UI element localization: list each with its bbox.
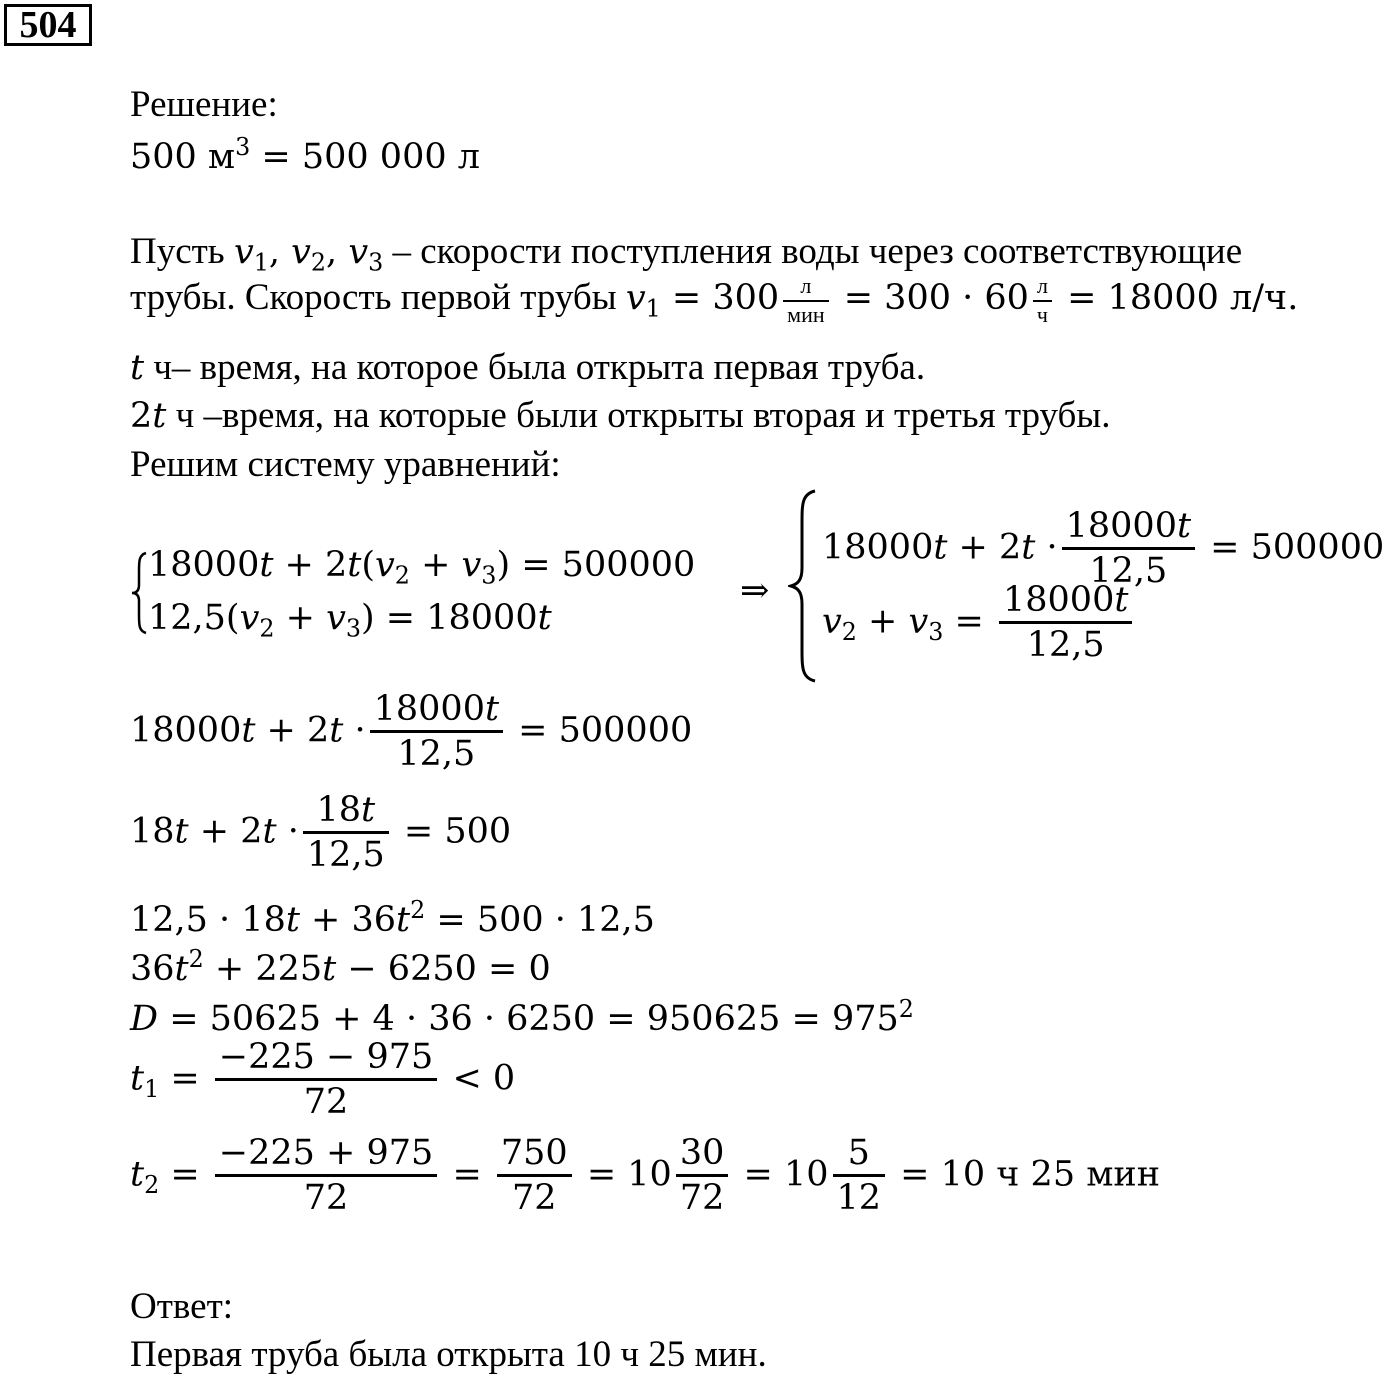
step-3: $12,5 \cdot 18t + 36t^2 = 500 \cdot 12,5$ <box>130 896 655 941</box>
root-t1: $t_1$ = $\frac{-225 - 975}{72}$ < 0 <box>130 1037 516 1122</box>
system-2-equation-2: $v_2 + v_3$ = $\frac{18000t}{12,5}$ <box>822 583 1384 663</box>
t-definition: t ч– время, на которое была открыта первая труба. <box>130 347 926 388</box>
intro-line-2: трубы. Скорость первой трубы $v_1 = 300$ $\frac{л}{\text{мин}}$ = 300 · 60 $\frac{л}{ч}$ = 18000 л/ч. <box>130 273 1299 327</box>
system-1-equation-1: $18000t + 2t(v_2 + v_3) = 500000$ <box>148 545 696 590</box>
system-2 <box>788 488 1384 691</box>
discriminant: $D = 50625 + 4 \cdot 36 \cdot 6250 = 950625 = 975^2$ <box>130 995 914 1040</box>
step-1: 18000t + 2t · $\frac{18000t}{12,5}$ = 500000 <box>130 689 693 774</box>
two-t-definition: 2t ч –время, на которые были открыты вторая и третья трубы. <box>130 395 1111 436</box>
intro-line-1: Пусть $v_1$, $v_2$, $v_3$ – скорости поступления воды через соответствующие <box>130 231 1243 277</box>
answer-text: Первая труба была открыта 10 ч 25 мин. <box>130 1334 767 1375</box>
system-label: Решим систему уравнений: <box>130 444 561 485</box>
left-brace-icon <box>130 551 148 635</box>
task-number: 504 <box>4 4 92 46</box>
unit-conversion: 500 $м^3 = 500$ 000 л <box>130 133 480 178</box>
step-4: $36t^2 + 225t - 6250 = 0$ <box>130 945 551 990</box>
left-brace-icon <box>788 488 818 684</box>
system-1-equation-2: $12,5(v_2 + v_3) = 18000t$ <box>148 598 552 643</box>
system-1 <box>130 540 695 646</box>
unit-fraction-l-per-h: $\frac{л}{ч}$ <box>1033 275 1052 326</box>
root-t2: $t_2$ = $\frac{-225 + 975}{72}$ = $\frac{750}{72}$ = 10 $\frac{30}{72}$ = 10 $\frac{5}{12}$ = 10 ч 25 мин <box>130 1133 1161 1218</box>
implies-arrow: ⇒ <box>740 571 770 611</box>
system-2-equation-1: 18000t + 2t · $\frac{18000t}{12,5}$ = 500000 <box>822 506 1385 591</box>
step-2: 18t + 2t · $\frac{18t}{12,5}$ = 500 <box>130 790 512 875</box>
solution-label: Решение: <box>130 84 278 125</box>
answer-label: Ответ: <box>130 1286 234 1327</box>
unit-fraction-l-per-min: $\frac{л}{\text{мин}}$ <box>783 275 828 326</box>
